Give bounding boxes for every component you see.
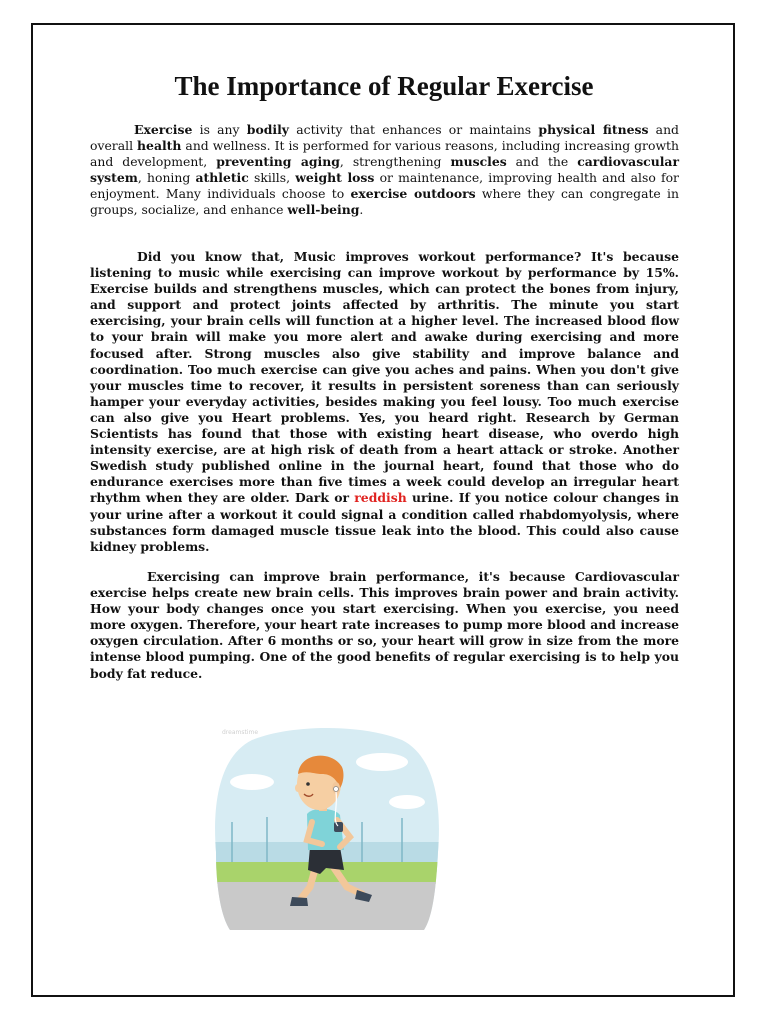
term-cardiovascular: cardiovascular system: [90, 154, 679, 186]
paragraph-benefits-risks: Did you know that, Music improves workout performance? It's because listening to music while exercising can improve workout by performance by 15%. Exercise builds and strengthens muscles, which can protect the bones from injury, and support and protect joints affected by arthritis. The minute you start exercising, your brain cells will function at a higher level. The increased blood flow to your brain will make you more alert and awake during exercising and more focused after. Strong muscles also give stability and improve balance and coordination. Too much exercise can give you aches and pains. When you don't give your muscles time to recover, it results in persistent soreness than can seriously hamper your everyday activities, besides making you feel lousy. Too much exercise can also give you Heart problems. Yes, you heard right. Research by German Scientists has found that those with existing heart disease, who overdo high intensity exercise, are at high risk of death from a heart attack or stroke. Another Swedish study published online in the journal heart, found that those who do endurance exercises more than five times a week could develop an irregular heart rhythm when they are older. Dark or reddish urine. If you notice colour changes in your urine after a workout it could signal a condition called rhabdomyolysis, where substances form damaged muscle tissue leak into the blood. This could also cause kidney problems.: [90, 249, 680, 554]
term-health: health: [137, 138, 182, 154]
term-muscles: muscles: [450, 154, 507, 170]
highlight-reddish: reddish: [354, 490, 407, 506]
paragraph-brain-performance: Exercising can improve brain performance, it's because Cardiovascular exercise helps create new brain cells. This improves brain power and brain activity. How your body changes once you start exercising. When you exercise, you need more oxygen. Therefore, your heart rate increases to pump more blood and increase oxygen circulation. After 6 months or so, your heart will grow in size from the more intense blood pumping. One of the good benefits of regular exercising is to help you body fat reduce.: [90, 569, 679, 681]
term-weight-loss: weight loss: [295, 170, 375, 186]
term-physical-fitness: physical fitness: [538, 122, 649, 137]
jogging-man-illustration: [212, 722, 442, 934]
term-exercise: Exercise: [134, 122, 193, 137]
term-exercise-outdoors: exercise outdoors: [350, 186, 476, 202]
term-rhabdomyolysis: rhabdomyolysis: [519, 506, 628, 522]
document-title: The Importance of Regular Exercise: [174, 71, 594, 101]
watermark-text: dreamstime: [222, 729, 259, 736]
term-athletic: athletic: [195, 170, 249, 186]
term-bodily: bodily: [246, 122, 289, 137]
term-preventing-aging: preventing aging: [216, 154, 340, 170]
paragraph-intro: Exercise is any bodily activity that enhances or maintains physical fitness and overall health and wellness. It is performed for various reasons, including increasing growth and development, preventing aging, strengthening muscles and the cardiovascular system, honing athletic skills, weight loss or maintenance, improving health and also for enjoyment. Many individuals choose to exercise outdoors where they can congregate in groups, socialize, and enhance well-being.: [90, 122, 680, 218]
term-well-being: well-being: [287, 202, 360, 218]
